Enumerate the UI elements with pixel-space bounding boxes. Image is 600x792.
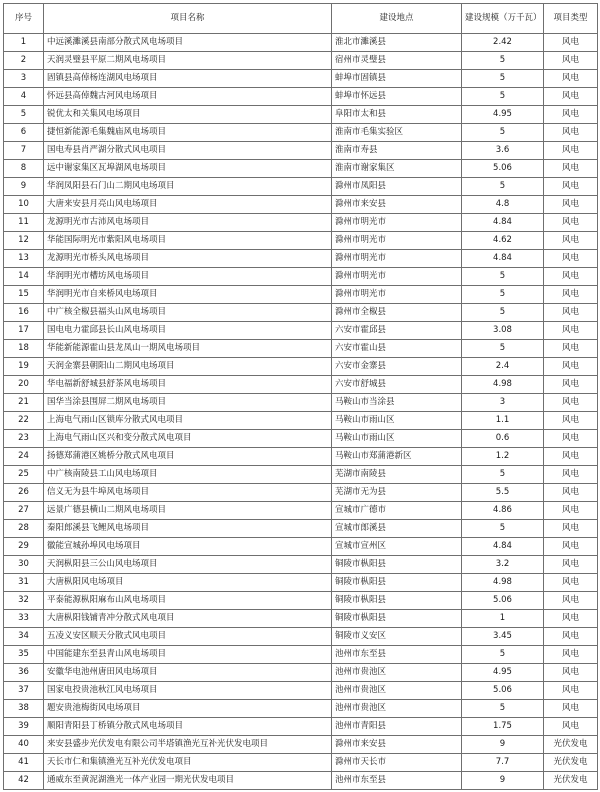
cell-serial-no: 22 [4, 412, 44, 430]
cell-project-type: 风电 [544, 376, 598, 394]
cell-project-name: 秦阳郎溪县飞鲤风电场项目 [44, 520, 332, 538]
table-row [4, 412, 598, 430]
cell-location: 六安市金寨县 [332, 358, 462, 376]
cell-project-type: 风电 [544, 250, 598, 268]
cell-location: 池州市贵池区 [332, 682, 462, 700]
table-row [4, 736, 598, 754]
cell-project-type: 风电 [544, 214, 598, 232]
cell-serial-no: 14 [4, 268, 44, 286]
cell-project-type: 风电 [544, 178, 598, 196]
cell-scale: 3 [462, 394, 544, 412]
cell-location: 铜陵市枞阳县 [332, 556, 462, 574]
cell-scale: 5 [462, 700, 544, 718]
cell-serial-no: 18 [4, 340, 44, 358]
cell-serial-no: 28 [4, 520, 44, 538]
cell-scale: 5 [462, 70, 544, 88]
cell-location: 滁州市来安县 [332, 196, 462, 214]
cell-scale: 4.84 [462, 250, 544, 268]
table-row [4, 628, 598, 646]
cell-project-type: 风电 [544, 592, 598, 610]
table-body [4, 34, 598, 790]
cell-scale: 5.06 [462, 682, 544, 700]
cell-project-type: 风电 [544, 682, 598, 700]
table-row [4, 394, 598, 412]
cell-location: 池州市东至县 [332, 772, 462, 790]
table-row [4, 250, 598, 268]
cell-serial-no: 42 [4, 772, 44, 790]
cell-scale: 4.8 [462, 196, 544, 214]
cell-scale: 5.06 [462, 592, 544, 610]
cell-project-type: 风电 [544, 304, 598, 322]
cell-serial-no: 41 [4, 754, 44, 772]
cell-scale: 5 [462, 268, 544, 286]
cell-project-type: 风电 [544, 448, 598, 466]
cell-serial-no: 37 [4, 682, 44, 700]
cell-project-name: 天长市仁和集镇渔光互补光伏发电项目 [44, 754, 332, 772]
table-row [4, 34, 598, 52]
cell-serial-no: 13 [4, 250, 44, 268]
cell-location: 蚌埠市固镇县 [332, 70, 462, 88]
cell-project-name: 大唐来安县月亮山风电场项目 [44, 196, 332, 214]
cell-location: 六安市霍邱县 [332, 322, 462, 340]
table-row [4, 322, 598, 340]
cell-serial-no: 8 [4, 160, 44, 178]
cell-scale: 4.95 [462, 664, 544, 682]
cell-project-type: 风电 [544, 646, 598, 664]
cell-scale: 3.08 [462, 322, 544, 340]
table-row [4, 142, 598, 160]
cell-project-name: 上海电气雨山区兴和变分散式风电项目 [44, 430, 332, 448]
cell-scale: 1.75 [462, 718, 544, 736]
cell-project-name: 怀远县高倬魏古河风电场项目 [44, 88, 332, 106]
cell-project-type: 风电 [544, 160, 598, 178]
cell-scale: 5 [462, 178, 544, 196]
cell-scale: 5 [462, 520, 544, 538]
cell-location: 宣城市郎溪县 [332, 520, 462, 538]
cell-project-type: 风电 [544, 574, 598, 592]
cell-location: 池州市青阳县 [332, 718, 462, 736]
cell-project-type: 风电 [544, 466, 598, 484]
cell-project-type: 风电 [544, 340, 598, 358]
table-row [4, 754, 598, 772]
cell-project-name: 五凌义安区顺天分散式风电项目 [44, 628, 332, 646]
cell-scale: 1.2 [462, 448, 544, 466]
table-row [4, 70, 598, 88]
table-row [4, 214, 598, 232]
cell-serial-no: 34 [4, 628, 44, 646]
cell-location: 宿州市灵璧县 [332, 52, 462, 70]
cell-location: 淮北市濉溪县 [332, 34, 462, 52]
cell-scale: 5 [462, 340, 544, 358]
cell-scale: 5.06 [462, 160, 544, 178]
cell-project-name: 顺阳青阳县丁桥镇分散式风电场项目 [44, 718, 332, 736]
cell-project-type: 风电 [544, 628, 598, 646]
cell-serial-no: 36 [4, 664, 44, 682]
cell-serial-no: 24 [4, 448, 44, 466]
cell-project-type: 风电 [544, 286, 598, 304]
header-scale: 建设规模（万千瓦） [462, 4, 544, 34]
cell-location: 滁州市全椒县 [332, 304, 462, 322]
cell-project-type: 光伏发电 [544, 754, 598, 772]
cell-project-name: 远景广德县横山二期风电场项目 [44, 502, 332, 520]
cell-project-type: 风电 [544, 232, 598, 250]
table-row [4, 124, 598, 142]
cell-scale: 5 [462, 88, 544, 106]
cell-serial-no: 26 [4, 484, 44, 502]
cell-serial-no: 40 [4, 736, 44, 754]
cell-project-name: 信义无为县牛埠风电场项目 [44, 484, 332, 502]
cell-project-type: 风电 [544, 88, 598, 106]
cell-location: 池州市贵池区 [332, 664, 462, 682]
cell-serial-no: 21 [4, 394, 44, 412]
cell-scale: 5 [462, 52, 544, 70]
cell-project-type: 风电 [544, 664, 598, 682]
table-row [4, 52, 598, 70]
table-row [4, 376, 598, 394]
cell-project-type: 风电 [544, 106, 598, 124]
table-row [4, 718, 598, 736]
cell-serial-no: 38 [4, 700, 44, 718]
header-row [4, 4, 598, 34]
cell-project-type: 风电 [544, 556, 598, 574]
cell-serial-no: 6 [4, 124, 44, 142]
table-row [4, 664, 598, 682]
cell-location: 宣城市宣州区 [332, 538, 462, 556]
cell-project-name: 华能新能源霍山县龙凤山一期风电场项目 [44, 340, 332, 358]
cell-scale: 4.86 [462, 502, 544, 520]
cell-location: 淮南市谢家集区 [332, 160, 462, 178]
cell-project-type: 风电 [544, 34, 598, 52]
cell-location: 宣城市广德市 [332, 502, 462, 520]
cell-project-name: 捷恒新能源毛集魏庙风电场项目 [44, 124, 332, 142]
cell-project-type: 风电 [544, 70, 598, 88]
cell-project-name: 来安县盛步光伏发电有限公司半塔镇渔光互补光伏发电项目 [44, 736, 332, 754]
cell-serial-no: 15 [4, 286, 44, 304]
cell-location: 六安市霍山县 [332, 340, 462, 358]
cell-serial-no: 3 [4, 70, 44, 88]
cell-project-type: 风电 [544, 394, 598, 412]
table-row [4, 610, 598, 628]
cell-serial-no: 39 [4, 718, 44, 736]
header-location: 建设地点 [332, 4, 462, 34]
cell-serial-no: 11 [4, 214, 44, 232]
cell-scale: 4.98 [462, 376, 544, 394]
cell-location: 铜陵市枞阳县 [332, 610, 462, 628]
cell-project-name: 国华当涂县围屏二期风电场项目 [44, 394, 332, 412]
cell-project-type: 光伏发电 [544, 772, 598, 790]
cell-project-name: 大唐枞阳风电场项目 [44, 574, 332, 592]
table-row [4, 574, 598, 592]
table-row [4, 106, 598, 124]
table-row [4, 700, 598, 718]
cell-project-type: 风电 [544, 610, 598, 628]
cell-location: 淮南市寿县 [332, 142, 462, 160]
table-row [4, 592, 598, 610]
cell-project-name: 远中谢家集区瓦埠湖风电场项目 [44, 160, 332, 178]
cell-project-name: 大唐枞阳钱铺青冲分散式风电项目 [44, 610, 332, 628]
table-row [4, 358, 598, 376]
cell-scale: 2.42 [462, 34, 544, 52]
cell-project-type: 风电 [544, 430, 598, 448]
cell-project-name: 华能国际明光市紫阳风电场项目 [44, 232, 332, 250]
cell-serial-no: 5 [4, 106, 44, 124]
cell-location: 淮南市毛集实验区 [332, 124, 462, 142]
cell-location: 滁州市凤阳县 [332, 178, 462, 196]
table-row [4, 484, 598, 502]
table-row [4, 520, 598, 538]
cell-location: 芜湖市南陵县 [332, 466, 462, 484]
cell-project-name: 华润明光市自来桥风电场项目 [44, 286, 332, 304]
cell-project-name: 上海电气雨山区锁库分散式风电项目 [44, 412, 332, 430]
cell-scale: 5 [462, 286, 544, 304]
table-row [4, 340, 598, 358]
cell-project-name: 中远溪濉溪县南部分散式风电场项目 [44, 34, 332, 52]
cell-serial-no: 4 [4, 88, 44, 106]
cell-serial-no: 32 [4, 592, 44, 610]
table-row [4, 502, 598, 520]
cell-scale: 3.45 [462, 628, 544, 646]
cell-serial-no: 27 [4, 502, 44, 520]
cell-project-type: 风电 [544, 124, 598, 142]
cell-scale: 5 [462, 466, 544, 484]
cell-project-name: 徽能宣城孙埠风电场项目 [44, 538, 332, 556]
cell-location: 池州市东至县 [332, 646, 462, 664]
cell-project-name: 中国能建东至县青山风电场项目 [44, 646, 332, 664]
table-row [4, 160, 598, 178]
header-project-type: 项目类型 [544, 4, 598, 34]
project-table [3, 3, 598, 790]
cell-serial-no: 31 [4, 574, 44, 592]
cell-project-type: 光伏发电 [544, 736, 598, 754]
cell-location: 滁州市明光市 [332, 214, 462, 232]
cell-scale: 4.62 [462, 232, 544, 250]
cell-project-name: 中广核南陵县工山风电场项目 [44, 466, 332, 484]
table-row [4, 268, 598, 286]
cell-serial-no: 7 [4, 142, 44, 160]
cell-scale: 9 [462, 736, 544, 754]
cell-serial-no: 2 [4, 52, 44, 70]
cell-project-type: 风电 [544, 700, 598, 718]
cell-scale: 4.95 [462, 106, 544, 124]
cell-serial-no: 30 [4, 556, 44, 574]
cell-project-type: 风电 [544, 52, 598, 70]
cell-location: 滁州市明光市 [332, 250, 462, 268]
cell-project-type: 风电 [544, 520, 598, 538]
cell-location: 马鞍山市雨山区 [332, 412, 462, 430]
cell-project-name: 天润金寨县朝阳山二期风电场项目 [44, 358, 332, 376]
cell-project-name: 国电电力霍邱县长山风电场项目 [44, 322, 332, 340]
cell-serial-no: 29 [4, 538, 44, 556]
cell-scale: 4.84 [462, 214, 544, 232]
cell-location: 铜陵市义安区 [332, 628, 462, 646]
cell-project-name: 华润明光市槽坊风电场项目 [44, 268, 332, 286]
header-project-name: 项目名称 [44, 4, 332, 34]
cell-project-name: 龙源明光市桥头风电场项目 [44, 250, 332, 268]
cell-project-type: 风电 [544, 358, 598, 376]
table-row [4, 178, 598, 196]
cell-project-name: 锐优太和关集风电场项目 [44, 106, 332, 124]
table-row [4, 448, 598, 466]
table-row [4, 304, 598, 322]
cell-location: 马鞍山市郑蒲港新区 [332, 448, 462, 466]
table-row [4, 232, 598, 250]
cell-location: 滁州市明光市 [332, 286, 462, 304]
cell-serial-no: 1 [4, 34, 44, 52]
cell-location: 蚌埠市怀远县 [332, 88, 462, 106]
cell-serial-no: 35 [4, 646, 44, 664]
cell-serial-no: 16 [4, 304, 44, 322]
cell-project-name: 题安贵池梅街风电场项目 [44, 700, 332, 718]
table-row [4, 646, 598, 664]
cell-serial-no: 25 [4, 466, 44, 484]
cell-location: 池州市贵池区 [332, 700, 462, 718]
cell-project-name: 国电寿县肖严湖分散式风电项目 [44, 142, 332, 160]
cell-location: 六安市舒城县 [332, 376, 462, 394]
cell-project-name: 国家电投贵池秋江风电场项目 [44, 682, 332, 700]
cell-scale: 3.2 [462, 556, 544, 574]
cell-project-type: 风电 [544, 718, 598, 736]
cell-serial-no: 20 [4, 376, 44, 394]
cell-project-name: 安徽华电池州唐田风电场项目 [44, 664, 332, 682]
table-row [4, 772, 598, 790]
cell-scale: 4.84 [462, 538, 544, 556]
table-header [4, 4, 598, 34]
cell-project-type: 风电 [544, 412, 598, 430]
cell-scale: 2.4 [462, 358, 544, 376]
cell-serial-no: 19 [4, 358, 44, 376]
cell-project-name: 华电福新舒城县舒茶风电场项目 [44, 376, 332, 394]
cell-project-name: 通威东至黄泥湖渔光一体产业园一期光伏发电项目 [44, 772, 332, 790]
header-serial-no: 序号 [4, 4, 44, 34]
cell-project-name: 中广核全椒县福头山风电场项目 [44, 304, 332, 322]
cell-project-name: 固镇县高倬杨连湖风电场项目 [44, 70, 332, 88]
cell-scale: 5.5 [462, 484, 544, 502]
cell-scale: 5 [462, 304, 544, 322]
cell-project-name: 平泰能源枞阳麻布山风电场项目 [44, 592, 332, 610]
cell-serial-no: 23 [4, 430, 44, 448]
cell-project-type: 风电 [544, 142, 598, 160]
cell-location: 铜陵市枞阳县 [332, 574, 462, 592]
cell-scale: 1 [462, 610, 544, 628]
cell-serial-no: 33 [4, 610, 44, 628]
table-row [4, 196, 598, 214]
cell-project-type: 风电 [544, 196, 598, 214]
cell-scale: 3.6 [462, 142, 544, 160]
cell-serial-no: 9 [4, 178, 44, 196]
cell-location: 滁州市明光市 [332, 268, 462, 286]
table-row [4, 556, 598, 574]
table-row [4, 466, 598, 484]
cell-project-name: 扬德郑蒲港区姚桥分散式风电项目 [44, 448, 332, 466]
cell-location: 阜阳市太和县 [332, 106, 462, 124]
cell-project-type: 风电 [544, 538, 598, 556]
cell-scale: 0.6 [462, 430, 544, 448]
cell-location: 滁州市来安县 [332, 736, 462, 754]
cell-project-type: 风电 [544, 484, 598, 502]
cell-location: 滁州市天长市 [332, 754, 462, 772]
cell-scale: 1.1 [462, 412, 544, 430]
cell-location: 铜陵市枞阳县 [332, 592, 462, 610]
cell-project-name: 天润灵璧县平原二期风电场项目 [44, 52, 332, 70]
table-row [4, 286, 598, 304]
cell-location: 马鞍山市当涂县 [332, 394, 462, 412]
table-row [4, 682, 598, 700]
cell-project-type: 风电 [544, 502, 598, 520]
table-row [4, 538, 598, 556]
cell-serial-no: 10 [4, 196, 44, 214]
cell-location: 马鞍山市雨山区 [332, 430, 462, 448]
cell-location: 滁州市明光市 [332, 232, 462, 250]
cell-project-type: 风电 [544, 268, 598, 286]
cell-scale: 5 [462, 646, 544, 664]
table-row [4, 430, 598, 448]
cell-scale: 7.7 [462, 754, 544, 772]
cell-project-name: 龙源明光市古沛风电场项目 [44, 214, 332, 232]
cell-serial-no: 12 [4, 232, 44, 250]
cell-scale: 9 [462, 772, 544, 790]
cell-project-type: 风电 [544, 322, 598, 340]
cell-project-name: 天润枞阳县三公山风电场项目 [44, 556, 332, 574]
cell-scale: 5 [462, 124, 544, 142]
cell-project-name: 华润凤阳县石门山二期风电场项目 [44, 178, 332, 196]
cell-scale: 4.98 [462, 574, 544, 592]
cell-location: 芜湖市无为县 [332, 484, 462, 502]
table-row [4, 88, 598, 106]
cell-serial-no: 17 [4, 322, 44, 340]
